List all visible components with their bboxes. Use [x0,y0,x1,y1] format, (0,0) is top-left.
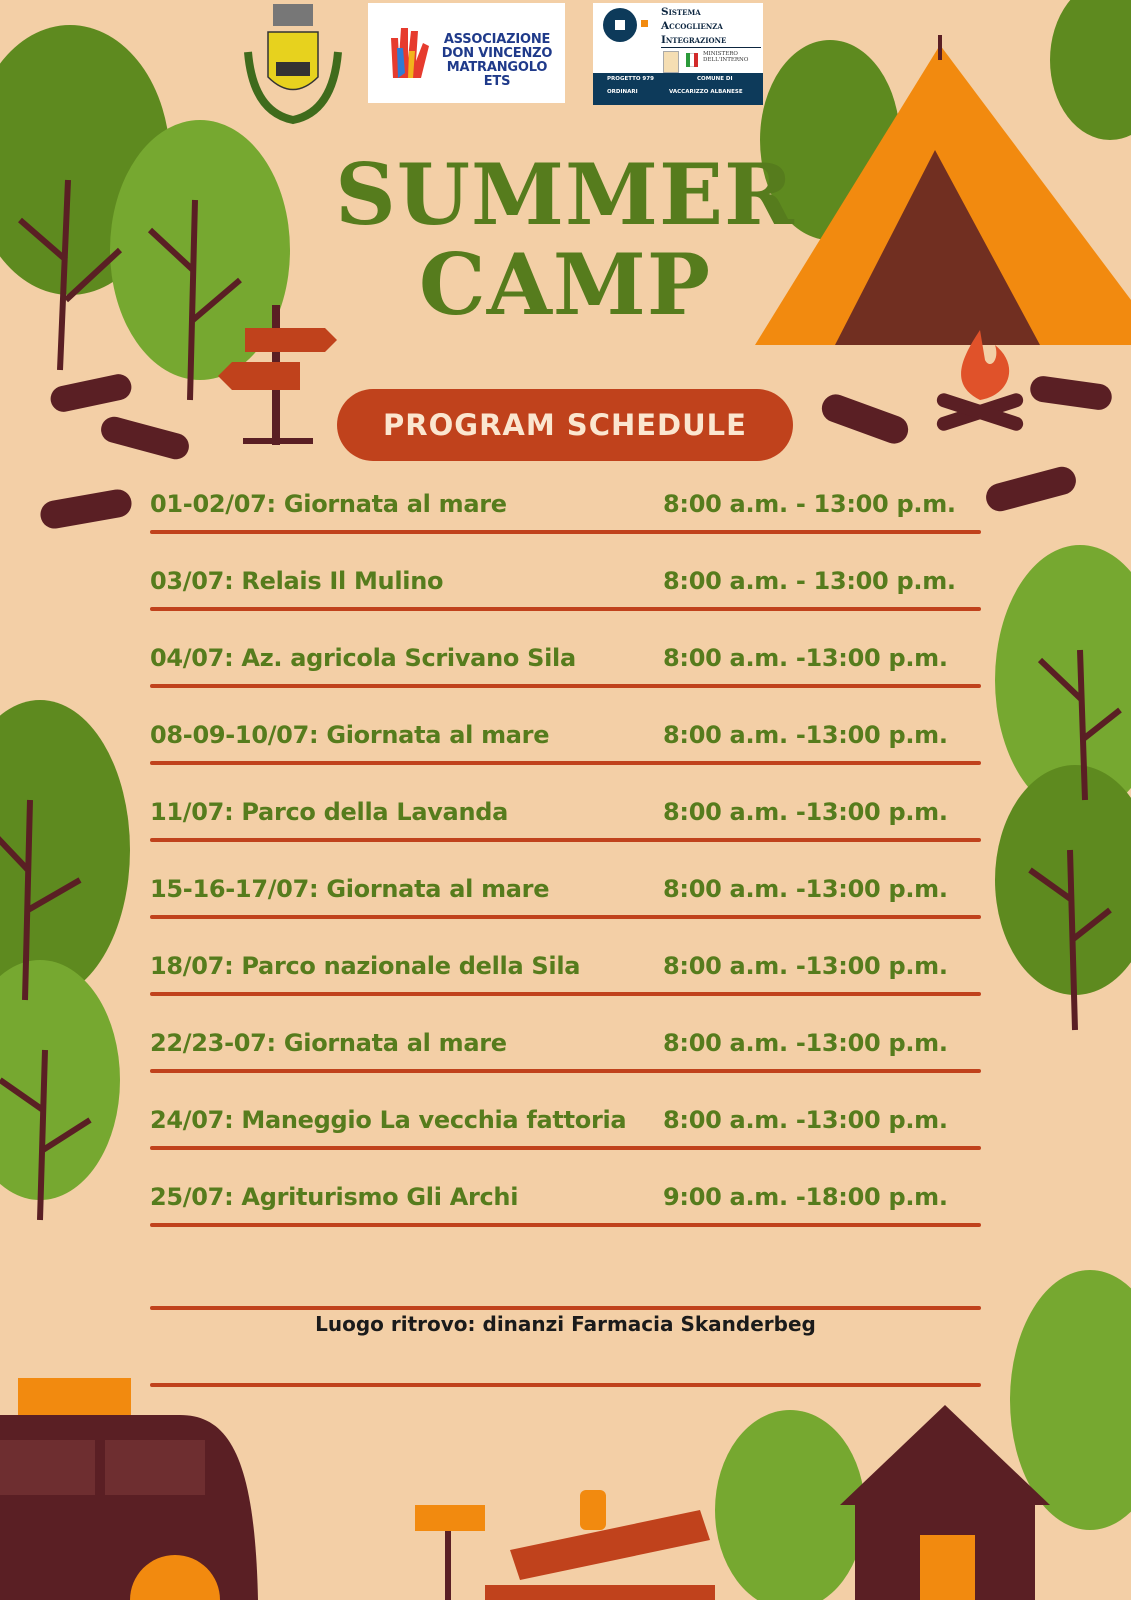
meeting-divider-bottom [150,1383,981,1387]
schedule-time: 8:00 a.m. -13:00 p.m. [663,798,948,826]
schedule-activity: 01-02/07: Giornata al mare [150,490,507,518]
bus-illustration [0,1378,258,1600]
tree-illustration-left-middle [0,700,130,1220]
schedule-activity: 25/07: Agriturismo Gli Archi [150,1183,519,1211]
schedule-divider [150,530,981,534]
picnic-table-illustration [415,1490,715,1600]
municipality-crest-logo [243,2,343,127]
sai-line-1: Sistema [661,6,701,18]
schedule-row [150,952,981,1029]
schedule-row [150,567,981,644]
sai-line-3: Integrazione [661,34,727,46]
cabin-illustration [715,1405,1050,1600]
schedule-row [150,490,981,567]
program-schedule-banner: PROGRAM SCHEDULE [337,389,793,461]
schedule-row [150,721,981,798]
title-line-2: CAMP [418,235,712,334]
ministry-text: MINISTERO DELL'INTERNO [703,51,749,63]
schedule-activity: 03/07: Relais Il Mulino [150,567,444,595]
emblem-icon [663,51,679,73]
schedule-divider [150,684,981,688]
association-logo-text: ASSOCIAZIONE DON VINCENZO MATRANGOLO ETS [441,32,553,89]
schedule-time: 8:00 a.m. - 13:00 p.m. [663,490,956,518]
schedule-row [150,1029,981,1106]
schedule-activity: 22/23-07: Giornata al mare [150,1029,507,1057]
sai-footer-bar: PROGETTO 979 ORDINARI COMUNE DI VACCARIZZO ALBANESE [593,73,763,105]
campfire-illustration [935,330,1025,433]
schedule-divider [150,838,981,842]
schedule-time: 8:00 a.m. -13:00 p.m. [663,721,948,749]
schedule-time: 8:00 a.m. -13:00 p.m. [663,875,948,903]
schedule-divider [150,1146,981,1150]
schedule-divider [150,761,981,765]
schedule-time: 8:00 a.m. -13:00 p.m. [663,952,948,980]
schedule-time: 8:00 a.m. -13:00 p.m. [663,1029,948,1057]
schedule-row [150,1183,981,1260]
meeting-point-text: Luogo ritrovo: dinanzi Farmacia Skanderbeg [315,1312,816,1336]
schedule-row [150,798,981,875]
sai-logo [593,3,763,103]
schedule-activity: 11/07: Parco della Lavanda [150,798,509,826]
schedule-divider [150,1223,981,1227]
schedule-row [150,875,981,952]
schedule-row [150,1106,981,1183]
schedule-activity: 04/07: Az. agricola Scrivano Sila [150,644,576,672]
schedule-time: 8:00 a.m. -13:00 p.m. [663,644,948,672]
title-line-1: SUMMER [335,145,795,244]
schedule-activity: 15-16-17/07: Giornata al mare [150,875,550,903]
meeting-divider-top [150,1306,981,1310]
schedule-time: 8:00 a.m. - 13:00 p.m. [663,567,956,595]
schedule-activity: 18/07: Parco nazionale della Sila [150,952,581,980]
schedule-activity: 08-09-10/07: Giornata al mare [150,721,550,749]
association-logo [368,3,565,103]
schedule-divider [150,915,981,919]
hand-icon [383,23,433,83]
schedule-activity: 24/07: Maneggio La vecchia fattoria [150,1106,627,1134]
sai-line-2: Accoglienza [661,20,723,32]
schedule-time: 9:00 a.m. -18:00 p.m. [663,1183,948,1211]
schedule-divider [150,607,981,611]
schedule-divider [150,1069,981,1073]
schedule-row [150,644,981,721]
schedule-time: 8:00 a.m. -13:00 p.m. [663,1106,948,1134]
schedule-divider [150,992,981,996]
